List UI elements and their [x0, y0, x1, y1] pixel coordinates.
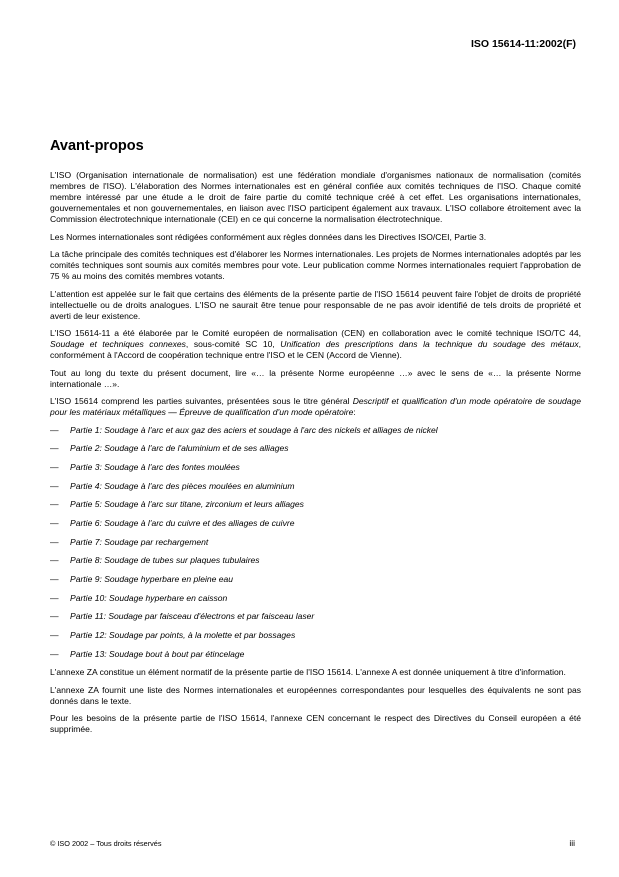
- copyright-notice: © ISO 2002 – Tous droits réservés: [50, 839, 162, 848]
- part-title: Partie 6: Soudage à l'arc du cuivre et des alliages de cuivre: [70, 517, 295, 528]
- list-dash: —: [50, 480, 59, 491]
- list-item: [50, 425, 581, 436]
- list-item: [50, 611, 581, 622]
- part-title: Partie 10: Soudage hyperbare en caisson: [70, 592, 228, 603]
- list-dash: —: [50, 648, 59, 659]
- page-title: Avant-propos: [50, 138, 144, 154]
- part-title: Partie 5: Soudage à l'arc sur titane, zirconium et leurs alliages: [70, 499, 304, 510]
- parts-intro-colon: :: [353, 407, 356, 417]
- list-dash: —: [50, 461, 59, 472]
- preparation-committee-title: Soudage et techniques connexes: [50, 339, 186, 349]
- list-item: [50, 555, 581, 566]
- page-number: iii: [569, 838, 575, 848]
- preparation-text-e: , conformément à l'Accord de coopération technique entre l'ISO et le CEN (Accord de Vienne).: [50, 339, 582, 360]
- list-item: [50, 499, 581, 510]
- part-title: Partie 11: Soudage par faisceau d'électrons et par faisceau laser: [70, 611, 315, 622]
- paragraph-drafting-rules: Les Normes internationales sont rédigées conformément aux règles données dans les Directives ISO/CEI, Partie 3.: [50, 231, 487, 242]
- list-item: [50, 443, 581, 454]
- list-dash: —: [50, 424, 59, 435]
- paragraph-patent-rights: L'attention est appelée sur le fait que certains des éléments de la présente partie de l'ISO 15614 peuvent faire l'objet de droits de propriété intellectuelle ou de droits analogues. L'ISO ne saurait être tenue pour responsable de ne pas avoir identifié de tels droits de propriété et averti de leur existence.: [50, 288, 581, 321]
- paragraph-annex-status: L'annexe ZA constitue un élément normatif de la présente partie de l'ISO 15614. L'annexe A est donnée uniquement à titre d'information.: [50, 667, 566, 678]
- list-item: [50, 518, 581, 529]
- paragraph-preparation: [50, 328, 581, 361]
- part-title: Partie 13: Soudage bout à bout par étincelage: [70, 648, 245, 659]
- part-title: Partie 3: Soudage à l'arc des fontes moulées: [70, 461, 240, 472]
- list-item: [50, 593, 581, 604]
- list-dash: —: [50, 611, 59, 622]
- list-item: [50, 574, 581, 585]
- list-dash: —: [50, 443, 59, 454]
- parts-list: [50, 425, 581, 660]
- list-item: [50, 537, 581, 548]
- list-item: [50, 630, 581, 641]
- list-dash: —: [50, 630, 59, 641]
- part-title: Partie 9: Soudage hyperbare en pleine eau: [70, 574, 233, 584]
- foreword-section: [50, 138, 581, 742]
- general-title: Descriptif et qualification d'un mode opératoire de soudage pour les matériaux métalliques — Épreuve de qualification d'un mode opératoire: [50, 396, 581, 417]
- paragraph-iso-organisation: L'ISO (Organisation internationale de normalisation) est une fédération mondiale d'organismes nationaux de normalisation (comités membres de l'ISO). L'élaboration des Normes internationales est en général confiée aux comités techniques de l'ISO. Chaque comité membre intéressé par une étude a le droit de faire partie du comité technique créé à cet effet. Les organisations internationales, gouvernementales et non gouvernementales, en liaison avec l'ISO participent également aux travaux. L'ISO collabore étroitement avec la Commission électrotechnique internationale (CEI) en ce qui concerne la normalisation électrotechnique.: [50, 170, 581, 224]
- list-item: [50, 462, 581, 473]
- document-reference: ISO 15614-11:2002(F): [470, 38, 576, 50]
- list-dash: —: [50, 592, 59, 603]
- preparation-text-c: , sous-comité SC 10,: [185, 339, 281, 349]
- paragraph-annex-za: L'annexe ZA fournit une liste des Normes internationales et européennes correspondantes pour lesquelles des équivalents ne sont pas donnés dans le texte.: [50, 684, 581, 706]
- part-title: Partie 2: Soudage à l'arc de l'aluminium et de ses alliages: [70, 443, 289, 454]
- list-dash: —: [50, 574, 59, 584]
- list-item: [50, 649, 581, 660]
- preparation-text-a: L'ISO 15614-11 a été élaborée par le Comité européen de normalisation (CEN) en collaboration avec le comité technique ISO/TC 44,: [50, 328, 581, 338]
- paragraph-annex-cen: Pour les besoins de la présente partie de l'ISO 15614, l'annexe CEN concernant le respect des Directives du Conseil européen a été supprimée.: [50, 713, 581, 735]
- list-dash: —: [50, 517, 59, 528]
- paragraph-reading-note: Tout au long du texte du présent document, lire «… la présente Norme européenne …» avec le sens de «… la présente Norme internationale …».: [50, 367, 581, 389]
- paragraph-committee-tasks: La tâche principale des comités techniques est d'élaborer les Normes internationales. Les projets de Normes internationales adoptés par les comités techniques sont soumis aux comités membres pour vote. Leur publication comme Normes internationales requiert l'approbation de 75 % au moins des comités membres votants.: [50, 249, 581, 281]
- part-title: Partie 1: Soudage à l'arc et aux gaz des aciers et soudage à l'arc des nickels et alliages de nickel: [70, 424, 438, 435]
- list-dash: —: [50, 499, 59, 510]
- part-title: Partie 4: Soudage à l'arc des pièces moulées en aluminium: [70, 480, 295, 491]
- part-title: Partie 7: Soudage par rechargement: [70, 536, 209, 547]
- paragraph-parts-intro: [50, 396, 581, 418]
- list-dash: —: [50, 536, 59, 547]
- part-title: Partie 12: Soudage par points, à la molette et par bossages: [70, 630, 296, 641]
- list-dash: —: [50, 555, 59, 566]
- preparation-subcommittee-title: Unification des prescriptions dans la technique du soudage des métaux: [280, 339, 579, 349]
- parts-intro-text: L'ISO 15614 comprend les parties suivantes, présentées sous le titre général: [50, 396, 353, 406]
- part-title: Partie 8: Soudage de tubes sur plaques tubulaires: [70, 555, 260, 566]
- list-item: [50, 481, 581, 492]
